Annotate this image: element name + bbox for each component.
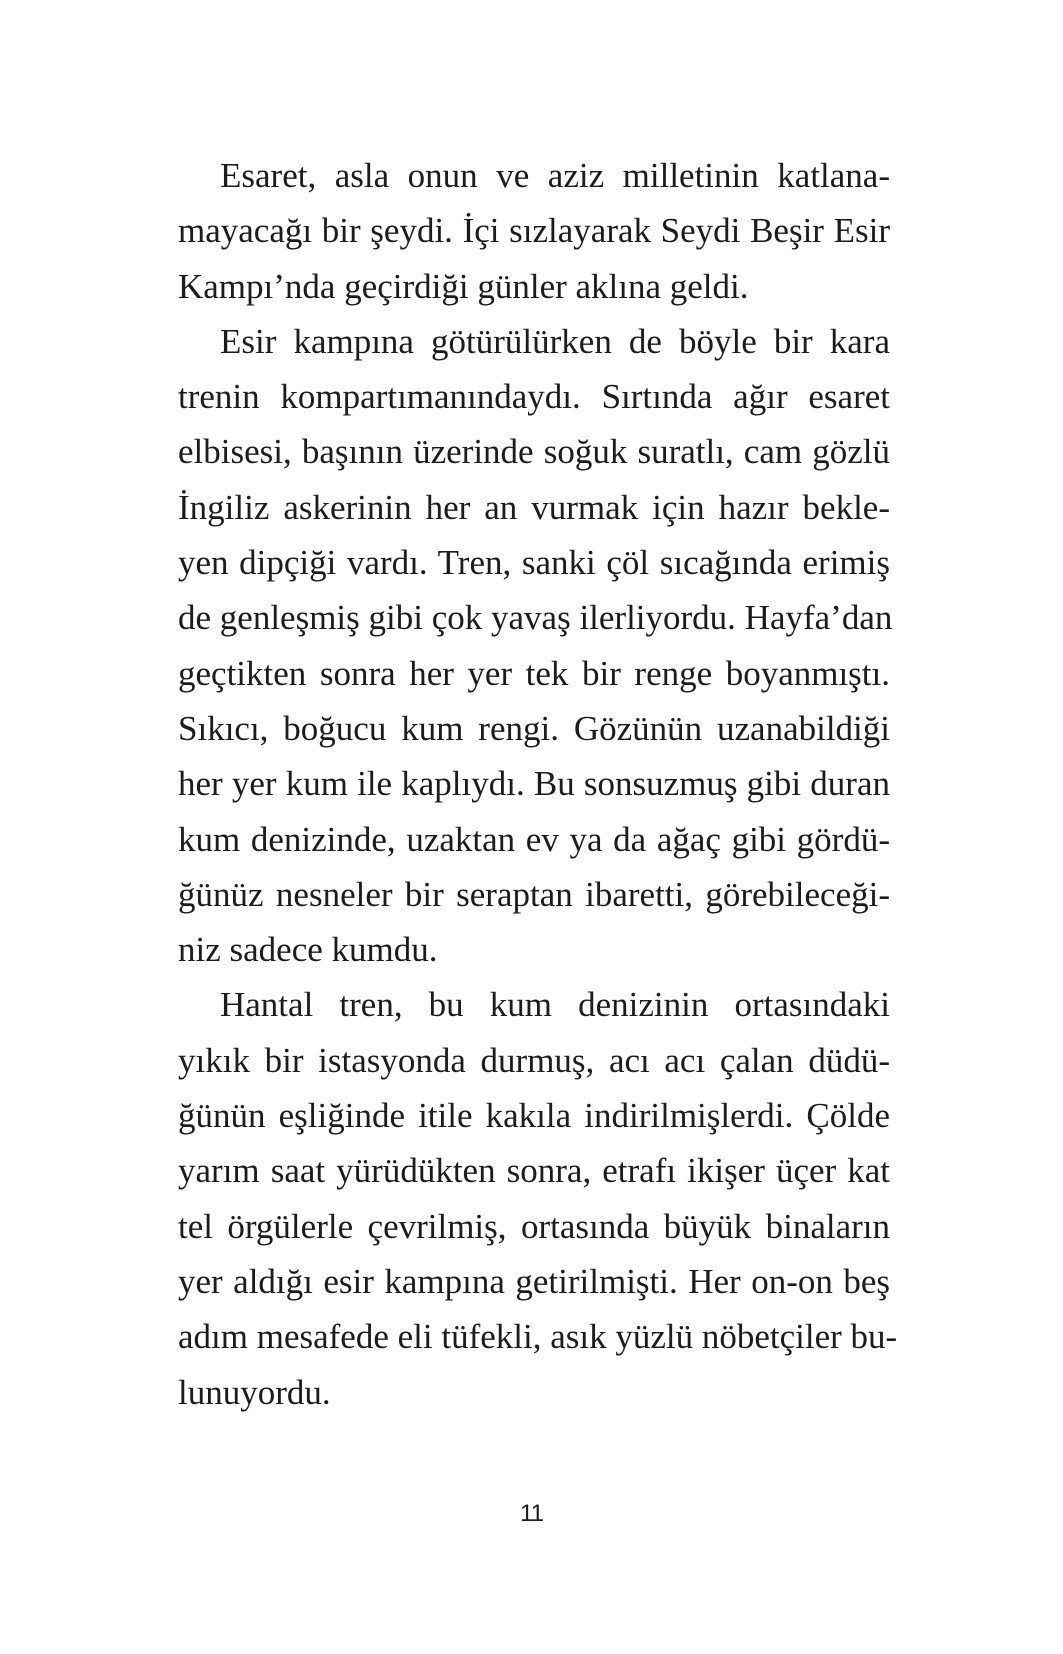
text-line: yen dipçiği vardı. Tren, sanki çöl sıcağında erimiş xyxy=(178,543,890,583)
text-line: yer aldığı esir kampına getirilmişti. Her on-on beş xyxy=(178,1261,890,1301)
text-line: Kampı’nda geçirdiği günler aklına geldi. xyxy=(178,266,749,306)
text-line: ğünün eşliğinde itile kakıla indirilmişlerdi. Çölde xyxy=(178,1096,890,1136)
text-line: trenin kompartımanındaydı. Sırtında ağır esaret xyxy=(178,377,890,417)
page-number: 11 xyxy=(520,1500,543,1527)
text-line: elbisesi, başının üzerinde soğuk suratlı, cam gözlü xyxy=(178,432,890,472)
paragraph-1 xyxy=(178,148,890,314)
body-text xyxy=(178,148,898,1420)
text-line: niz sadece kumdu. xyxy=(178,930,438,970)
text-line: yarım saat yürüdükten sonra, etrafı ikişer üçer kat xyxy=(178,1151,890,1191)
text-line: İngiliz askerinin her an vurmak için hazır bekle- xyxy=(178,487,890,527)
text-line: de genleşmiş gibi çok yavaş ilerliyordu. Hayfa’dan xyxy=(178,598,893,638)
text-line: yıkık bir istasyonda durmuş, acı acı çalan düdü- xyxy=(178,1040,890,1080)
text-line: kum denizinde, uzaktan ev ya da ağaç gibi gördü- xyxy=(178,819,890,859)
text-line: adım mesafede eli tüfekli, asık yüzlü nöbetçiler bu- xyxy=(178,1317,898,1357)
paragraph-3 xyxy=(178,977,898,1419)
text-line: mayacağı bir şeydi. İçi sızlayarak Seydi Beşir Esir xyxy=(178,211,890,251)
text-line: Hantal tren, bu kum denizinin ortasındaki xyxy=(220,985,890,1025)
text-line: Sıkıcı, boğucu kum rengi. Gözünün uzanabildiği xyxy=(178,708,890,748)
text-line: her yer kum ile kaplıydı. Bu sonsuzmuş gibi duran xyxy=(178,764,890,804)
text-line: lunuyordu. xyxy=(178,1372,331,1412)
text-line: Esaret, asla onun ve aziz milletinin katlana- xyxy=(220,156,890,195)
text-line: ğünüz nesneler bir seraptan ibaretti, görebileceği- xyxy=(178,874,890,914)
text-line: Esir kampına götürülürken de böyle bir kara xyxy=(220,321,890,361)
text-line: tel örgülerle çevrilmiş, ortasında büyük binaların xyxy=(178,1206,890,1246)
text-line: geçtikten sonra her yer tek bir renge boyanmıştı. xyxy=(178,653,890,693)
paragraph-2 xyxy=(178,314,893,978)
